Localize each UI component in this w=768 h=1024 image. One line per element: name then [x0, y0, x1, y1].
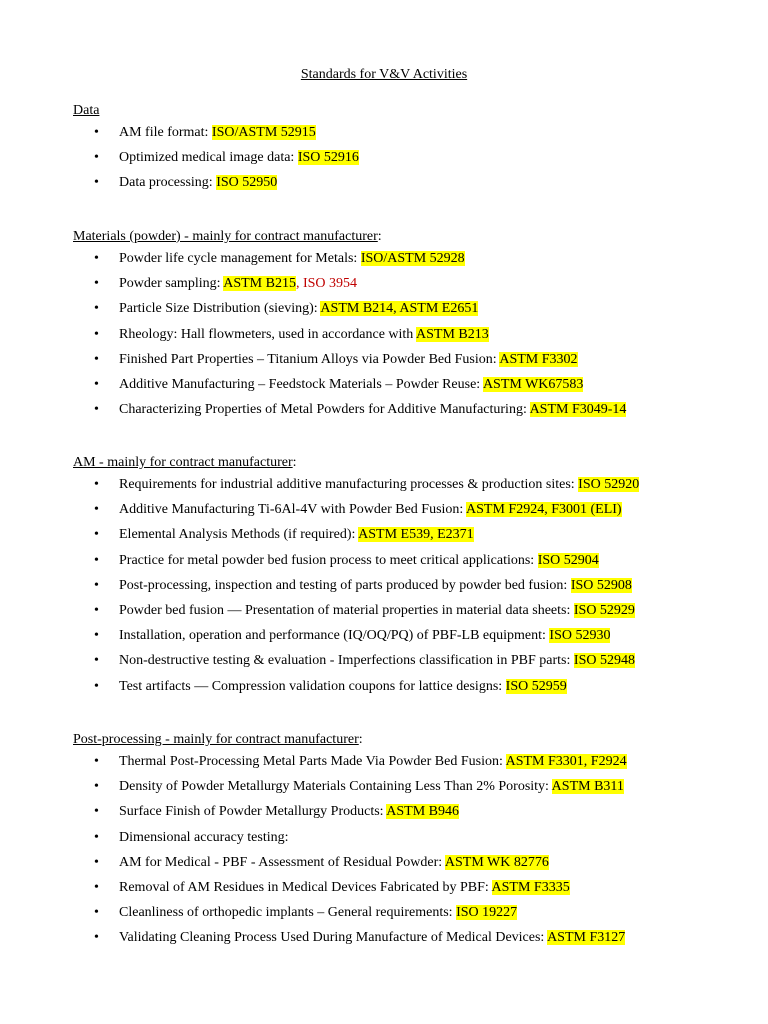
list-item	[73, 550, 733, 575]
standard-code: ASTM F2924, F3001 (ELI)	[466, 502, 622, 518]
standards-list	[73, 122, 733, 198]
item-label: Cleanliness of orthopedic implants – General requirements:	[119, 905, 457, 921]
page-title: Standards for V&V Activities	[300, 67, 468, 82]
bullet-icon: •	[94, 678, 99, 694]
bullet-icon: •	[94, 150, 99, 166]
item-label: Data processing:	[119, 175, 217, 191]
standards-list	[73, 248, 733, 424]
standard-code: ISO 52948	[573, 653, 635, 669]
item-label: AM for Medical - PBF - Assessment of Residual Powder:	[119, 854, 445, 870]
item-label: Dimensional accuracy testing:	[119, 829, 289, 845]
list-item	[73, 927, 733, 952]
standard-code: ISO 19227	[456, 905, 518, 921]
item-label: Powder bed fusion — Presentation of material properties in material data sheets:	[119, 602, 574, 618]
item-label: Post-processing, inspection and testing of parts produced by powder bed fusion:	[119, 577, 571, 593]
list-item	[73, 273, 733, 298]
bullet-icon: •	[94, 402, 99, 418]
bullet-icon: •	[94, 653, 99, 669]
item-label: Additive Manufacturing Ti-6Al-4V with Powder Bed Fusion:	[119, 502, 467, 518]
item-label: Requirements for industrial additive manufacturing processes & production sites:	[119, 477, 579, 492]
list-item	[73, 575, 733, 600]
bullet-icon: •	[94, 905, 99, 921]
list-item	[73, 877, 733, 902]
list-item	[73, 474, 733, 499]
item-label: Optimized medical image data:	[119, 150, 298, 166]
list-item	[73, 499, 733, 524]
section-materials	[73, 226, 733, 424]
list-item	[73, 122, 733, 147]
standard-code: ISO/ASTM 52915	[211, 125, 316, 140]
list-item	[73, 399, 733, 424]
item-label: Powder sampling:	[119, 276, 224, 292]
list-item	[73, 751, 733, 776]
item-label: Practice for metal powder bed fusion process to meet critical applications:	[119, 552, 538, 568]
list-item	[73, 600, 733, 625]
item-label: Particle Size Distribution (sieving):	[119, 301, 321, 317]
standard-code: ASTM F3335	[491, 879, 570, 895]
bullet-icon: •	[94, 351, 99, 367]
standard-code: ASTM F3127	[547, 930, 626, 946]
item-label: Non-destructive testing & evaluation - Imperfections classification in PBF parts:	[119, 653, 574, 669]
item-label: Finished Part Properties – Titanium Alloys via Powder Bed Fusion:	[119, 351, 500, 367]
list-item	[73, 524, 733, 549]
bullet-icon: •	[94, 577, 99, 593]
section-post-processing	[73, 729, 733, 953]
item-label: Characterizing Properties of Metal Powders for Additive Manufacturing:	[119, 402, 530, 418]
section-heading-text: Post-processing - mainly for contract manufacturer	[73, 732, 359, 747]
bullet-icon: •	[94, 930, 99, 946]
item-label: Installation, operation and performance (IQ/OQ/PQ) of PBF-LB equipment:	[119, 628, 550, 644]
bullet-icon: •	[94, 628, 99, 644]
standard-code: ISO 52959	[505, 678, 567, 694]
bullet-icon: •	[94, 477, 99, 492]
section-heading	[73, 226, 733, 248]
standard-code: ASTM WK67583	[482, 376, 584, 392]
standard-code: ASTM B214, ASTM E2651	[320, 301, 479, 317]
standard-code: ASTM B946	[386, 804, 460, 820]
list-item	[73, 374, 733, 399]
item-label: Removal of AM Residues in Medical Devices Fabricated by PBF:	[119, 879, 492, 895]
item-label: Surface Finish of Powder Metallurgy Products:	[119, 804, 387, 820]
item-label: Elemental Analysis Methods (if required):	[119, 527, 359, 543]
section-heading-colon: :	[358, 732, 363, 747]
standard-code: ASTM F3049-14	[529, 402, 627, 418]
item-label: Additive Manufacturing – Feedstock Materials – Powder Reuse:	[119, 376, 483, 392]
bullet-icon: •	[94, 527, 99, 543]
standard-code: ISO 52920	[578, 477, 640, 492]
bullet-icon: •	[94, 376, 99, 392]
bullet-icon: •	[94, 879, 99, 895]
section-heading	[73, 100, 733, 122]
standards-list	[73, 474, 733, 701]
list-item	[73, 172, 733, 197]
list-item	[73, 298, 733, 323]
standard-code: ISO 52930	[549, 628, 611, 644]
item-label: Thermal Post-Processing Metal Parts Made Via Powder Bed Fusion:	[119, 754, 506, 769]
bullet-icon: •	[94, 175, 99, 191]
standard-code: ISO 52904	[537, 552, 599, 568]
bullet-icon: •	[94, 502, 99, 518]
list-item	[73, 902, 733, 927]
bullet-icon: •	[94, 125, 99, 140]
list-item	[73, 776, 733, 801]
list-item	[73, 248, 733, 273]
section-heading-text: Data	[73, 103, 100, 118]
bullet-icon: •	[94, 251, 99, 266]
standard-code: ASTM F3301, F2924	[505, 754, 627, 769]
item-label: Test artifacts — Compression validation coupons for lattice designs:	[119, 678, 506, 694]
standard-code: ASTM B311	[551, 779, 624, 795]
standard-code: ASTM B215	[223, 276, 296, 292]
standards-list	[73, 751, 733, 953]
section-am	[73, 452, 733, 701]
bullet-icon: •	[94, 779, 99, 795]
standard-code: ASTM F3302	[499, 351, 578, 367]
list-item	[73, 827, 733, 852]
item-label: Validating Cleaning Process Used During Manufacture of Medical Devices:	[119, 930, 548, 946]
section-data	[73, 100, 733, 198]
item-label: Rheology: Hall flowmeters, used in accordance with	[119, 326, 417, 342]
list-item	[73, 349, 733, 374]
bullet-icon: •	[94, 276, 99, 292]
list-item	[73, 147, 733, 172]
bullet-icon: •	[94, 552, 99, 568]
list-item	[73, 676, 733, 701]
section-heading	[73, 452, 733, 474]
section-heading-text: AM - mainly for contract manufacturer	[73, 455, 293, 470]
section-heading-colon: :	[292, 455, 297, 470]
bullet-icon: •	[94, 602, 99, 618]
item-label: Powder life cycle management for Metals:	[119, 251, 361, 266]
standard-code: ASTM WK 82776	[444, 854, 549, 870]
bullet-icon: •	[94, 754, 99, 769]
standard-code: ISO 52908	[570, 577, 632, 593]
bullet-icon: •	[94, 854, 99, 870]
list-item	[73, 801, 733, 826]
list-item	[73, 625, 733, 650]
standard-code: ASTM B213	[416, 326, 489, 342]
bullet-icon: •	[94, 804, 99, 820]
standard-code: ISO 52929	[573, 602, 635, 618]
list-item	[73, 324, 733, 349]
standard-code-extra: , ISO 3954	[295, 276, 358, 292]
standard-code: ASTM E539, E2371	[358, 527, 474, 543]
section-heading	[73, 729, 733, 751]
section-heading-colon: :	[377, 229, 382, 244]
item-label: AM file format:	[119, 125, 212, 140]
standard-code: ISO/ASTM 52928	[360, 251, 465, 266]
bullet-icon: •	[94, 301, 99, 317]
standard-code: ISO 52950	[216, 175, 278, 191]
section-heading-text: Materials (powder) - mainly for contract manufacturer	[73, 229, 378, 244]
bullet-icon: •	[94, 829, 99, 845]
list-item	[73, 650, 733, 675]
bullet-icon: •	[94, 326, 99, 342]
item-label: Density of Powder Metallurgy Materials Containing Less Than 2% Porosity:	[119, 779, 552, 795]
list-item	[73, 852, 733, 877]
standard-code: ISO 52916	[297, 150, 359, 166]
